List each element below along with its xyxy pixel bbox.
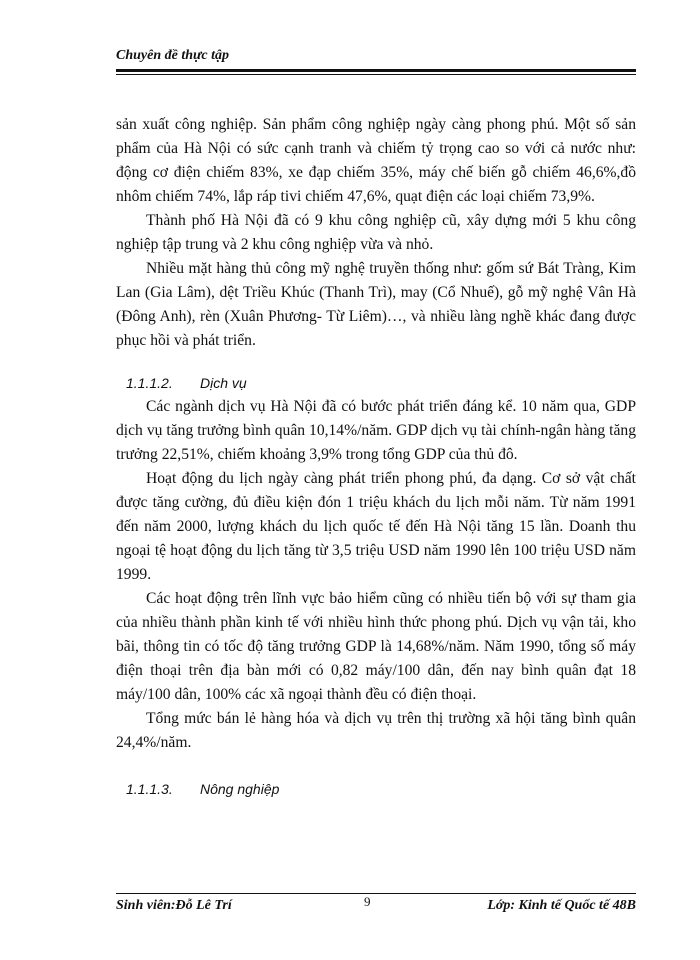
header-rule-thick: [116, 69, 636, 72]
section-number: 1.1.1.3.: [126, 781, 173, 797]
footer-page-number: 9: [364, 894, 371, 909]
section-title: Nông nghiệp: [200, 781, 280, 797]
page-body: [116, 113, 636, 801]
paragraph-retail: Tổng mức bán lẻ hàng hóa và dịch vụ trên thị trường xã hội tăng bình quân 24,4%/năm.: [116, 710, 636, 751]
page-header-title: Chuyên đề thực tập: [116, 48, 230, 63]
paragraph-services-growth: Các ngành dịch vụ Hà Nội đã có bước phát triển đáng kể. 10 năm qua, GDP dịch vụ tăng trưởng bình quân 10,14%/năm. GDP dịch vụ tài chính-ngân hàng tăng trưởng 22,51%, chiếm khoảng 3,9% trong tổng GDP của thủ đô.: [116, 398, 636, 463]
paragraph-industrial-zones: Thành phố Hà Nội đã có 9 khu công nghiệp cũ, xây dựng mới 5 khu công nghiệp tập trung và 2 khu công nghiệp vừa và nhỏ.: [116, 212, 636, 253]
section-heading-services: [116, 371, 636, 395]
paragraph-industry-products: sản xuất công nghiệp. Sản phẩm công nghiệp ngày càng phong phú. Một số sản phẩm của Hà Nội có sức cạnh tranh và chiếm tỷ trọng cao so với cả nước như: động cơ điện chiếm 83%, xe đạp chiếm 35%, máy chế biến gỗ chiếm 46,6%,đồ nhôm chiếm 74%, lắp ráp tivi chiếm 47,6%, quạt điện các loại chiếm 73,9%.: [116, 116, 636, 205]
section-heading-agriculture: [116, 777, 636, 801]
footer-class: Lớp: Kinh tế Quốc tế 48B: [487, 898, 636, 913]
section-title: Dịch vụ: [200, 375, 247, 391]
section-number: 1.1.1.2.: [126, 375, 173, 391]
paragraph-handicrafts: Nhiều mặt hàng thủ công mỹ nghệ truyền thống như: gốm sứ Bát Tràng, Kim Lan (Gia Lâm), dệt Triều Khúc (Thanh Trì), may (Cổ Nhuế), gỗ mỹ nghệ Vân Hà (Đông Anh), rèn (Xuân Phương- Từ Liêm)…, và nhiều làng nghề khác đang được phục hồi và phát triển.: [116, 260, 636, 349]
header-rule-thin: [116, 74, 636, 75]
paragraph-tourism: Hoạt động du lịch ngày càng phát triển phong phú, đa dạng. Cơ sở vật chất được tăng cường, đủ điều kiện đón 1 triệu khách du lịch mỗi năm. Từ năm 1991 đến năm 2000, lượng khách du lịch quốc tế đến Hà Nội tăng 15 lần. Doanh thu ngoại tệ hoạt động du lịch tăng từ 3,5 triệu USD năm 1990 lên 100 triệu USD năm 1999.: [116, 470, 636, 583]
footer-rule: [116, 893, 636, 894]
footer-student: Sinh viên:Đỗ Lê Trí: [116, 898, 232, 913]
paragraph-insurance-telecom: Các hoạt động trên lĩnh vực bảo hiểm cũng có nhiều tiến bộ với sự tham gia của nhiều thành phần kinh tế với nhiều hình thức phong phú. Dịch vụ vận tải, kho bãi, thông tin có tốc độ tăng trưởng GDP là 14,68%/năm. Năm 1990, tổng số máy điện thoại trên địa bàn mới có 0,82 máy/100 dân, đến nay bình quân đạt 18 máy/100 dân, 100% các xã ngoại thành đều có điện thoại.: [116, 590, 636, 703]
